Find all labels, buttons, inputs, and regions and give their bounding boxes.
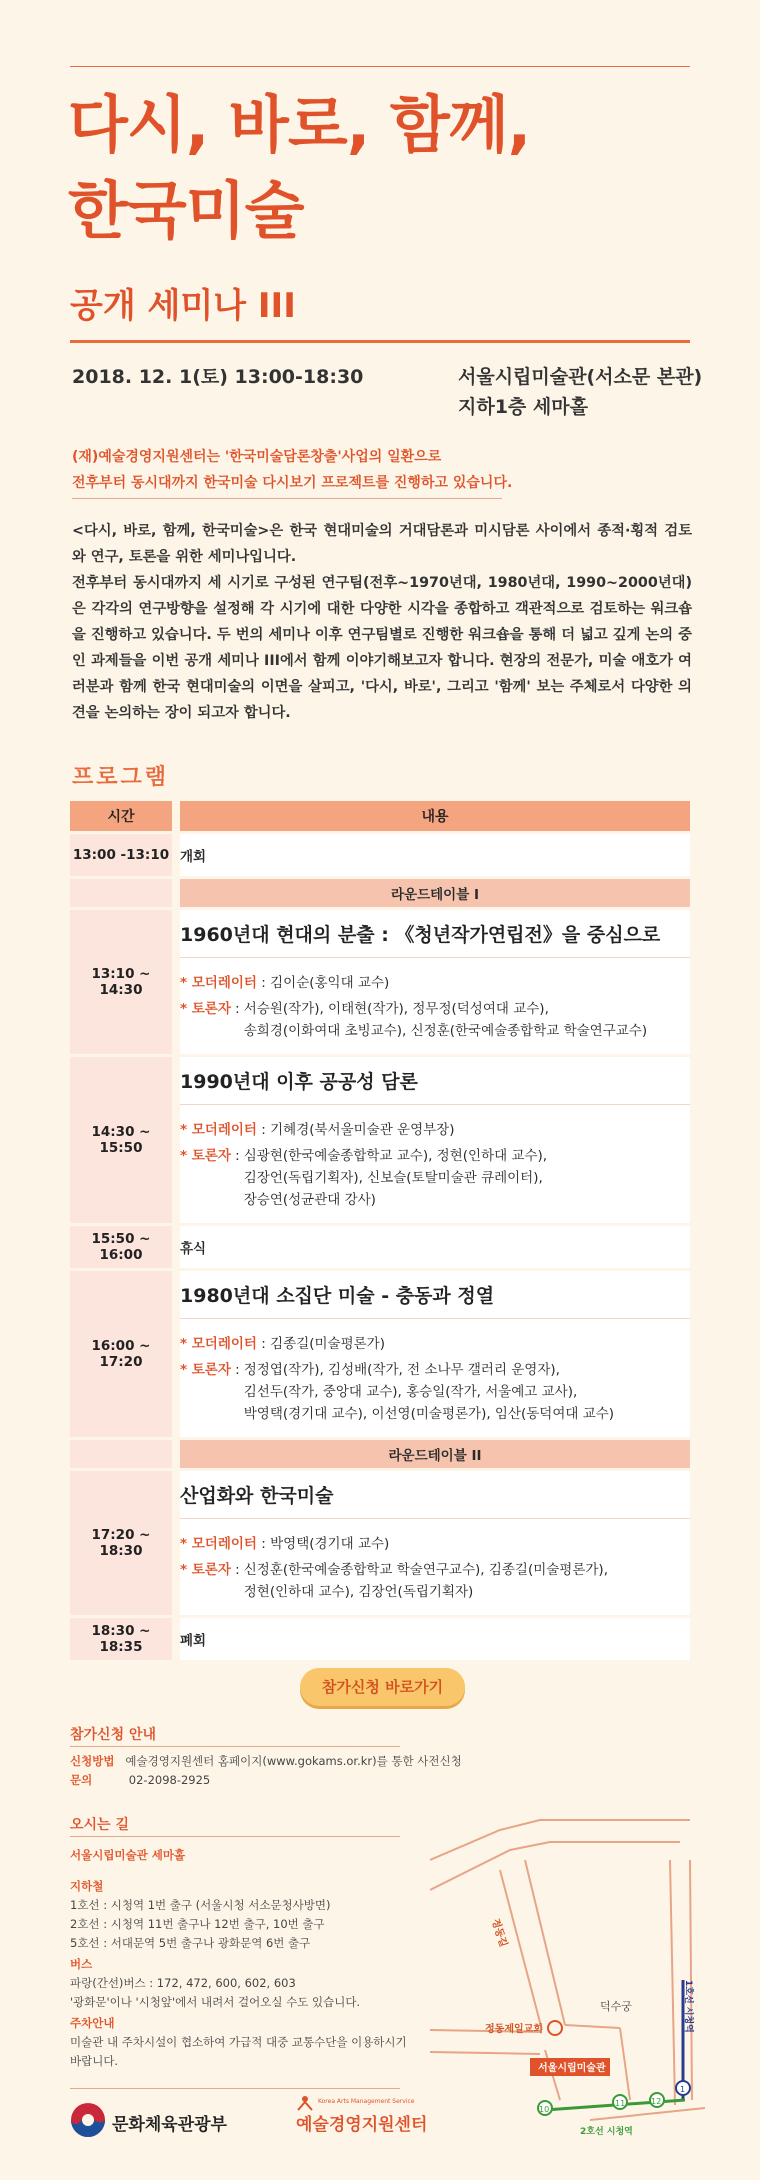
panel-names: 서승원(작가), 이태현(작가), 정무정(덕성여대 교수), (243, 1001, 549, 1017)
time-cell: 13:10 ~ 14:30 (70, 910, 172, 1054)
moderator-label: 모더레이터 (191, 1536, 257, 1552)
exit-10-label: 10 (539, 2105, 550, 2114)
session-title: 산업화와 한국미술 (180, 1471, 690, 1519)
directions-place: 서울시립미술관 세마홀 (70, 1848, 186, 1862)
table-row-session1 (70, 910, 690, 1054)
session-1: 1960년대 현대의 분출 : 《청년작가연립전》을 중심으로 * 모더레이터 : 김이순(홍익대 교수) * 토론자 : 서승원(작가), 이태현(작가), 정무정(덕성여대 교수), 송희경(이화여대 초빙교수), 신정훈(한국예술종합학교 학술연구교수) (180, 910, 690, 1054)
panel-label: 토론자 (191, 1148, 231, 1164)
content-cell: 휴식 (180, 1226, 690, 1268)
program-heading: 프로그램 (72, 765, 170, 790)
time-cell: 13:00 -13:10 (70, 834, 172, 876)
intro-paragraph-2: 전후부터 동시대까지 세 시기로 구성된 연구팀(전후~1970년대, 1980년대, 1990~2000년대)은 각각의 연구방향을 설정해 각 시기에 대한 다양한 시각을 종합하고 객관적으로 검토하는 워크숍을 진행하고 있습니다. 두 번의 세미나 이후 연구팀별로 진행한 워크숍을 통해 더 넓고 깊게 논의 중인 과제들을 이번 공개 세미나 III에서 함께 이야기해보고자 합니다. 현장의 전문가, 미술 애호가 여러분과 함께 한국 현대미술의 이면을 살피고, '다시, 바로', 그리고 '함께' 보는 주체로서 다양한 의견을 논의하는 장이 되고자 합니다. (72, 575, 692, 721)
panel-label: 토론자 (191, 1001, 231, 1017)
parking-line-2: 바랍니다. (70, 2054, 119, 2068)
bus-line-2: '광화문'이나 '시청앞'에서 내려서 걸어오실 수도 있습니다. (70, 1995, 361, 2009)
registration-rule (70, 1746, 400, 1747)
panel-names: 정정엽(작가), 김성배(작가, 전 소나무 갤러리 운영자), (243, 1362, 560, 1378)
page-title (68, 82, 708, 254)
time-cell: 14:30 ~ 15:50 (70, 1057, 172, 1223)
moderator: : 기혜경(북서울미술관 운영부장) (256, 1122, 455, 1138)
panel-names: 신정훈(한국예술종합학교 학술연구교수), 김종길(미술평론가), (243, 1562, 608, 1578)
directions-info (70, 1846, 430, 2071)
event-datetime: 2018. 12. 1(토) 13:00-18:30 (72, 366, 364, 388)
table-row-session4 (70, 1471, 690, 1615)
road-label: 정동길 (489, 1917, 509, 1949)
intro-paragraph-1: <다시, 바로, 함께, 한국미술>은 한국 현대미술의 거대담론과 미시담론 사이에서 종적·횡적 검토와 연구, 토론을 위한 세미나입니다. (72, 523, 692, 565)
time-cell: 17:20 ~ 18:30 (70, 1471, 172, 1615)
registration-heading: 참가신청 안내 (70, 1727, 157, 1743)
roundtable-label-1: 라운드테이블 I (180, 879, 690, 907)
exit-12-label: 12 (651, 2097, 662, 2106)
title-line-2: 한국미술 (68, 174, 304, 247)
note-line-1: (재)예술경영지원센터는 '한국미술담론창출'사업의 일환으로 (72, 449, 442, 465)
note-line-2: 전후부터 동시대까지 한국미술 다시보기 프로젝트를 진행하고 있습니다. (72, 475, 513, 491)
session-4: 산업화와 한국미술 * 모더레이터 : 박영택(경기대 교수) * 토론자 : 신정훈(한국예술종합학교 학술연구교수), 김종길(미술평론가), 정현(인하대 교수), 김장언(독립기획자) (180, 1471, 690, 1615)
subway-line-2: 2호선 : 시청역 11번 출구나 12번 출구, 10번 출구 (70, 1917, 325, 1931)
moderator-label: 모더레이터 (191, 1336, 257, 1352)
parking-line-1: 미술관 내 주차시설이 협소하여 가급적 대중 교통수단을 이용하시기 (70, 2035, 407, 2049)
contact-text: 02-2098-2925 (128, 1773, 211, 1787)
table-row-session3 (70, 1271, 690, 1437)
time-cell: 18:30 ~ 18:35 (70, 1618, 172, 1660)
top-rule (70, 66, 690, 67)
table-row-opening (70, 834, 690, 876)
session-title: 1990년대 이후 공공성 담론 (180, 1057, 690, 1105)
title-line-1: 다시, 바로, 함께, (68, 88, 531, 161)
center-logo-en: Korea Arts Management Service (318, 2098, 415, 2105)
panel-names: 정현(인하대 교수), 김장언(독립기획자) (243, 1584, 474, 1600)
road (430, 1842, 550, 1890)
table-row-break (70, 1226, 690, 1268)
apply-button[interactable]: 참가신청 바로가기 (300, 1668, 465, 1706)
moderator: : 박영택(경기대 교수) (256, 1536, 390, 1552)
contact-label: 문의 (70, 1773, 93, 1787)
bus-line-1: 파랑(간선)버스 : 172, 472, 600, 602, 603 (70, 1976, 296, 1990)
exit-1-label: 1 (680, 2085, 686, 2094)
road (525, 1860, 565, 2025)
panel-names: 장승연(성균관대 강사) (243, 1192, 376, 1208)
panel-label: 토론자 (191, 1362, 231, 1378)
subway-line-3: 5호선 : 서대문역 5번 출구나 광화문역 6번 출구 (70, 1936, 311, 1950)
line2-label: 2호선 시청역 (580, 2127, 633, 2137)
panel-names: 박영택(경기대 교수), 이선영(미술평론가), 임산(동덕여대 교수) (243, 1406, 615, 1422)
moderator-label: 모더레이터 (191, 1122, 257, 1138)
moderator: : 김종길(미술평론가) (256, 1336, 385, 1352)
ministry-logo-text: 문화체육관광부 (112, 2115, 227, 2135)
table-header-row (70, 801, 690, 831)
header-content: 내용 (180, 801, 690, 831)
table-row-session2 (70, 1057, 690, 1223)
road (620, 2028, 630, 2100)
subway-line-1: 1호선 : 시청역 1번 출구 (서울시청 서소문청사방면) (70, 1898, 331, 1912)
panel-names: 김선두(작가, 중앙대 교수), 홍승일(작가, 서울예고 교사), (243, 1384, 578, 1400)
session-3: 1980년대 소집단 미술 - 충동과 정열 * 모더레이터 : 김종길(미술평론가) * 토론자 : 정정엽(작가), 김성배(작가, 전 소나무 갤러리 운영자), 김선두(작가, 중앙대 교수), 홍승일(작가, 서울예고 교사), 박영택(경기대 교수), 이선영(미술평론가), 임산(동덕여대 교수) (180, 1271, 690, 1437)
venue-line-1: 서울시립미술관(서소문 본관) (458, 366, 703, 388)
footer-rule (70, 2088, 400, 2089)
directions-heading: 오시는 길 (70, 1817, 129, 1833)
church-label: 정동제일교회 (485, 2024, 543, 2035)
session-title: 1980년대 소집단 미술 - 충동과 정열 (180, 1271, 690, 1319)
time-cell: 15:50 ~ 16:00 (70, 1226, 172, 1268)
moderator: : 김이순(홍익대 교수) (256, 975, 390, 991)
directions-rule (70, 1836, 400, 1837)
road (430, 1820, 540, 1860)
program-table (70, 798, 690, 1663)
method-label: 신청방법 (70, 1754, 115, 1768)
panel-names: 송희경(이화여대 초빙교수), 신정훈(한국예술종합학교 학술연구교수) (243, 1023, 648, 1039)
panel-label: 토론자 (191, 1562, 231, 1578)
project-note (72, 444, 692, 496)
palace-label: 덕수궁 (600, 2000, 632, 2013)
road (500, 1870, 542, 2030)
intro-text (72, 518, 692, 726)
time-cell: 16:00 ~ 17:20 (70, 1271, 172, 1437)
location-map (430, 1800, 710, 2140)
table-row-round1 (70, 879, 690, 907)
note-rule (72, 498, 502, 499)
exit-11-label: 11 (615, 2099, 626, 2108)
roundtable-label-2: 라운드테이블 II (180, 1440, 690, 1468)
registration-info (70, 1752, 490, 1790)
table-row-round2 (70, 1440, 690, 1468)
road (670, 1860, 675, 2105)
line1-label: 1호선 시청역 (683, 1980, 693, 2033)
subway-heading: 지하철 (70, 1879, 104, 1893)
session-title: 1960년대 현대의 분출 : 《청년작가연립전》을 중심으로 (180, 910, 690, 958)
ministry-emblem-icon (70, 2102, 106, 2138)
road (565, 2025, 620, 2028)
header-time: 시간 (70, 801, 172, 831)
panel-names: 심광현(한국예술종합학교 교수), 정현(인하대 교수), (243, 1148, 548, 1164)
panel-names: 김장언(독립기획자), 신보슬(토탈미술관 큐레이터), (243, 1170, 543, 1186)
center-logo-text: 예술경영지원센터 (296, 2115, 428, 2135)
content-cell: 폐회 (180, 1618, 690, 1660)
museum-label: 서울시립미술관 (538, 2063, 606, 2074)
road (590, 2108, 705, 2120)
venue-line-2: 지하1층 세마홀 (458, 396, 588, 418)
church-marker-icon (548, 2021, 562, 2035)
title-rule (70, 340, 690, 343)
content-cell: 개회 (180, 834, 690, 876)
method-text: 예술경영지원센터 홈페이지(www.gokams.or.kr)를 통한 사전신청 (125, 1754, 462, 1768)
parking-heading: 주차안내 (70, 2016, 115, 2030)
subtitle: 공개 세미나 III (70, 286, 296, 326)
moderator-label: 모더레이터 (191, 975, 257, 991)
table-row-closing (70, 1618, 690, 1660)
session-2: 1990년대 이후 공공성 담론 * 모더레이터 : 기혜경(북서울미술관 운영부장) * 토론자 : 심광현(한국예술종합학교 교수), 정현(인하대 교수), 김장언(독립기획자), 신보슬(토탈미술관 큐레이터), 장승연(성균관대 강사) (180, 1057, 690, 1223)
bus-heading: 버스 (70, 1957, 93, 1971)
road (430, 2052, 540, 2054)
